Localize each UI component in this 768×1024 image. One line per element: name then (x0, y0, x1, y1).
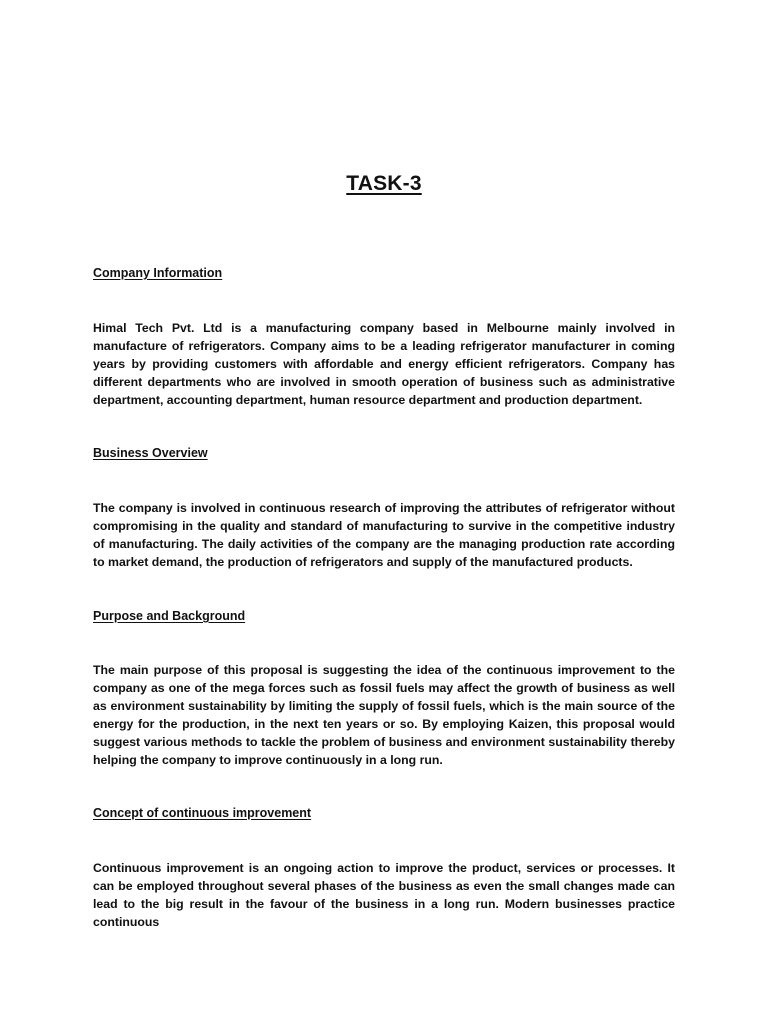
section-heading-purpose-background: Purpose and Background (93, 609, 246, 623)
section-heading-continuous-improvement: Concept of continuous improvement (93, 806, 312, 820)
section-body-company-information: Himal Tech Pvt. Ltd is a manufacturing company based in Melbourne mainly involved in manufacture of refrigerators. Company aims to be a leading refrigerator manufacturer in coming years by providing customers with affordable and energy efficient refrigerators. Company has different departments who are involved in smooth operation of business such as administrative department, accounting department, human resource department and production department. (93, 321, 675, 407)
section-heading-business-overview: Business Overview (93, 446, 208, 460)
section-body-continuous-improvement: Continuous improvement is an ongoing action to improve the product, services or processes. It can be employed throughout several phases of the business as even the small changes made can lead to the big result in the favour of the business in a long run. Modern businesses practice continuous (93, 861, 675, 929)
page-title: TASK-3 (346, 172, 422, 195)
section-heading-company-information: Company Information (93, 266, 223, 280)
section-body-business-overview: The company is involved in continuous research of improving the attributes of refrigerator without compromising in the quality and standard of manufacturing to survive in the competitive industry of manufacturing. The daily activities of the company are the managing production rate according to market demand, the production of refrigerators and supply of the manufactured products. (93, 501, 675, 569)
section-body-purpose-background: The main purpose of this proposal is suggesting the idea of the continuous improvement to the company as one of the mega forces such as fossil fuels may affect the growth of business as well as environment sustainability by limiting the supply of fossil fuels, which is the main source of the energy for the production, in the next ten years or so. By employing Kaizen, this proposal would suggest various methods to tackle the problem of business and environment sustainability thereby helping the company to improve continuously in a long run. (93, 663, 675, 767)
